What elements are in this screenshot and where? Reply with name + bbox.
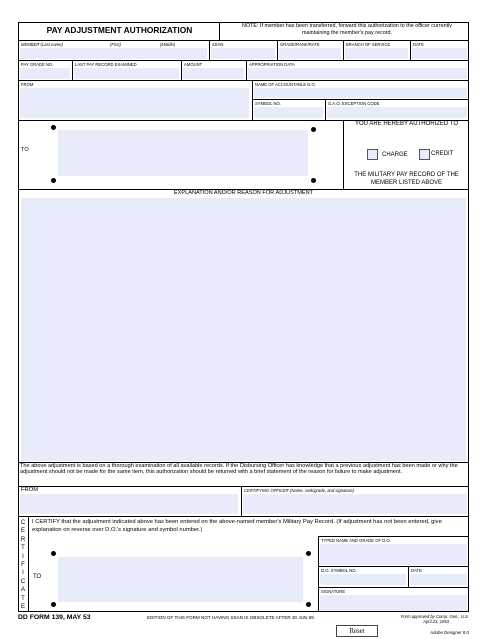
- ssan-field[interactable]: [211, 48, 275, 59]
- symbol-no-field[interactable]: [254, 107, 323, 118]
- do-symbol-label: D.O. SYMBOL NO.: [321, 568, 357, 573]
- to-label: TO: [21, 147, 29, 153]
- typed-name-field[interactable]: [320, 544, 467, 565]
- middle-name-label: (Middle): [160, 42, 176, 47]
- charge-label: CHARGE: [382, 152, 408, 158]
- first-name-label: (First): [110, 42, 121, 47]
- certificate-side-letters: C E R T I F I C A T E: [20, 520, 26, 611]
- do-symbol-field[interactable]: [320, 574, 406, 585]
- symbol-no-label: SYMBOL NO.: [255, 101, 281, 106]
- disbursing-statement: The above adjustment is based on a thorough examination of all available records. If the Disbursing Officer has knowledge that a previous adjustment has been made or why the adjustment should not be made for the same item, this authorization should be returned with a brief statement of the reason for failure to make adjustment.: [20, 463, 458, 476]
- appropriation-data-label: APPROPRIATION DATA: [249, 62, 295, 67]
- reset-button[interactable]: Reset: [336, 625, 378, 637]
- approval-date: April 23, 1953: [423, 619, 449, 624]
- explanation-label: EXPLANATION AND/OR REASON FOR ADJUSTMENT: [173, 190, 314, 196]
- transfer-note: NOTE: If member has been transferred, forward this authorization to the officer currently maintaining the member's pay record.: [242, 23, 452, 36]
- explanation-field[interactable]: [21, 198, 466, 461]
- from-label: FROM: [21, 82, 34, 87]
- signature-label: SIGNATURE: [321, 589, 346, 594]
- amount-field[interactable]: [183, 68, 244, 79]
- member-name-label: MEMBER (Last name): [21, 42, 63, 47]
- accountable-do-field[interactable]: [254, 88, 467, 98]
- appropriation-data-field[interactable]: [248, 68, 467, 79]
- typed-name-label: TYPED NAME AND GRADE OF D.O.: [321, 538, 391, 543]
- corner-dot: [51, 551, 56, 556]
- certificate-date-label: DATE: [411, 568, 422, 573]
- credit-label: CREDIT: [431, 151, 454, 157]
- certificate-date-field[interactable]: [410, 574, 467, 585]
- corner-dot: [51, 125, 56, 130]
- grade-field[interactable]: [279, 48, 341, 59]
- certificate-statement: I CERTIFY that the adjustment indicated above has been entered on the above-named member's Military Pay Record. (If adjustment has not been entered, give explanation on reverse over D.O.'s signature and symbol number.): [32, 519, 442, 533]
- last-pay-record-label: LAST PAY RECORD EXAMINED: [75, 62, 137, 67]
- credit-checkbox[interactable]: [419, 149, 430, 160]
- gao-exception-code-field[interactable]: [327, 107, 467, 118]
- pay-grade-field[interactable]: [20, 68, 70, 79]
- certifying-from-label: FROM: [21, 487, 39, 493]
- from-field[interactable]: [20, 88, 249, 118]
- military-pay-text: THE MILITARY PAY RECORD OF THE MEMBER LISTED ABOVE: [354, 172, 459, 186]
- authorized-text: YOU ARE HEREBY AUTHORIZED TO: [354, 121, 459, 127]
- signature-field[interactable]: [320, 595, 467, 611]
- branch-field[interactable]: [345, 48, 408, 59]
- edition-notice: EDITION OF THIS FORM NOT HAVING SSAN IS OBSOLETE AFTER 30 JUN 69.: [147, 615, 315, 620]
- charge-checkbox[interactable]: [367, 149, 378, 160]
- pay-grade-label: PAY GRADE NO.: [21, 62, 54, 67]
- certifying-officer-label: CERTIFYING OFFICER (Name, rank/grade, and signature): [244, 488, 354, 493]
- corner-dot: [51, 178, 56, 183]
- certifying-officer-field[interactable]: [243, 494, 467, 514]
- branch-of-service-label: BRANCH OF SERVICE: [346, 42, 391, 47]
- member-name-field[interactable]: [20, 48, 207, 59]
- to-address-field[interactable]: [58, 130, 308, 176]
- ssan-label: SSAN: [212, 42, 224, 47]
- corner-dot: [311, 178, 316, 183]
- certificate-to-label: TO: [33, 574, 42, 580]
- date-label: DATE: [413, 42, 424, 47]
- certificate-to-field[interactable]: [58, 557, 303, 602]
- approval-note: Form approved by Comp. Gen., U.S.: [400, 614, 469, 619]
- corner-dot: [306, 551, 311, 556]
- grade-rank-rate-label: GRADE/RANK/RATE: [280, 42, 320, 47]
- date-field[interactable]: [412, 48, 467, 59]
- certifying-from-field[interactable]: [20, 494, 238, 514]
- corner-dot: [306, 602, 311, 607]
- gao-exception-code-label: G.A.O. EXCEPTION CODE: [328, 101, 380, 106]
- designer-credit: Adobe Designer 8.0: [430, 630, 469, 635]
- form-title: PAY ADJUSTMENT AUTHORIZATION: [46, 25, 193, 35]
- last-pay-record-field[interactable]: [74, 68, 179, 79]
- corner-dot: [311, 127, 316, 132]
- form-number: DD FORM 139, MAY 53: [18, 614, 91, 621]
- corner-dot: [51, 602, 56, 607]
- amount-label: AMOUNT: [184, 62, 203, 67]
- accountable-do-label: NAME OF ACCOUNTABLE D.O.: [255, 82, 316, 87]
